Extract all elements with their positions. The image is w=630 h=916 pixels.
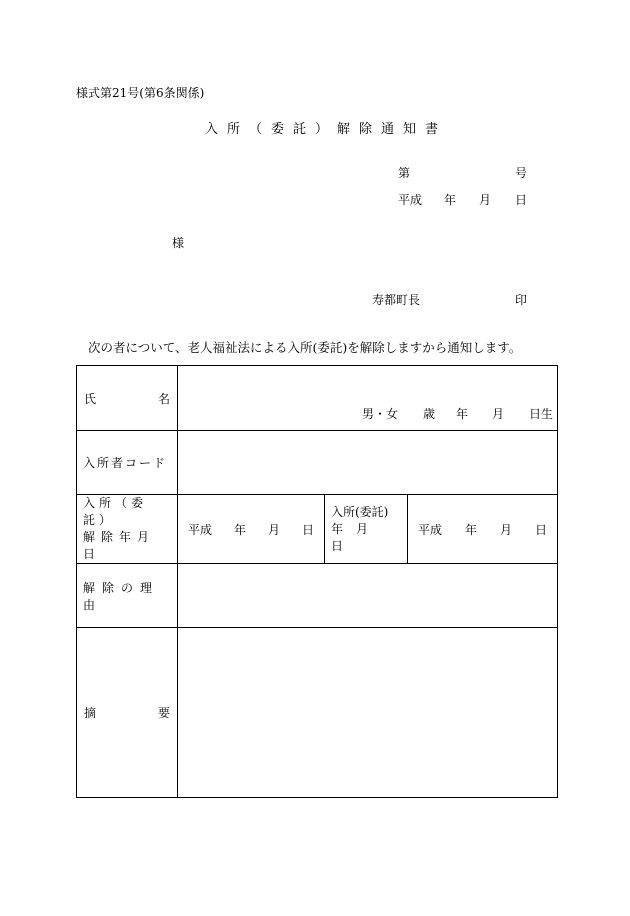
date-day-label: 日 — [515, 193, 528, 207]
entry-label-cell — [325, 495, 408, 564]
entry-date-year: 年 — [465, 522, 478, 537]
addressee-suffix: 様 — [172, 236, 185, 250]
remarks-label-cell — [77, 628, 178, 798]
release-form-table — [76, 365, 558, 798]
name-label: 氏 名 — [84, 391, 170, 406]
code-row — [77, 431, 558, 495]
release-date-row — [77, 495, 558, 564]
seal-mark: 印 — [515, 293, 528, 307]
reason-row — [77, 564, 558, 628]
document-title: 入所（委託）解除通知書 — [205, 122, 448, 137]
remarks-label: 摘 要 — [84, 706, 170, 720]
name-value-cell[interactable] — [178, 366, 558, 431]
remarks-value-cell[interactable] — [178, 628, 558, 798]
release-date-month: 月 — [267, 522, 280, 537]
code-value-cell[interactable] — [178, 431, 558, 495]
date-month-label: 月 — [479, 193, 492, 207]
entry-date-cell[interactable] — [408, 495, 558, 564]
release-date-era: 平成 — [188, 522, 213, 537]
release-label-cell — [77, 495, 178, 564]
code-label: 入所者コード — [83, 456, 168, 470]
date-era: 平成 — [398, 193, 423, 207]
name-row — [77, 366, 558, 431]
intro-text: 次の者について、老人福祉法による入所(委託)を解除しますから通知します。 — [88, 340, 522, 355]
entry-date-era: 平成 — [418, 522, 443, 537]
birth-month-label: 月 — [492, 407, 505, 421]
age-label: 歳 — [423, 407, 436, 421]
release-date-cell[interactable] — [178, 495, 325, 564]
form-number: 様式第21号(第6条関係) — [76, 86, 205, 100]
doc-no-prefix: 第 — [398, 166, 411, 180]
birth-day-label: 日生 — [529, 407, 554, 421]
reason-value-cell[interactable] — [178, 564, 558, 628]
birth-year-label: 年 — [456, 407, 469, 421]
entry-date-month: 月 — [500, 522, 513, 537]
entry-label-line2: 年月日 — [331, 521, 382, 553]
date-year-label: 年 — [444, 193, 457, 207]
doc-no-suffix: 号 — [515, 166, 528, 180]
reason-label-cell — [77, 564, 178, 628]
reason-label: 解除の理由 — [83, 580, 160, 612]
issuer-title: 寿都町長 — [372, 293, 421, 307]
release-label-line1: 入所（委託） — [83, 496, 148, 527]
name-label-cell — [77, 366, 178, 431]
code-label-cell — [77, 431, 178, 495]
sex-options[interactable]: 男・女 — [362, 407, 399, 421]
release-date-day: 日 — [301, 522, 314, 537]
release-label-line2: 解除年月日 — [83, 530, 156, 561]
remarks-row — [77, 628, 558, 798]
entry-label-line1: 入所(委託) — [331, 504, 389, 519]
entry-date-day: 日 — [535, 522, 548, 537]
release-date-year: 年 — [233, 522, 246, 537]
